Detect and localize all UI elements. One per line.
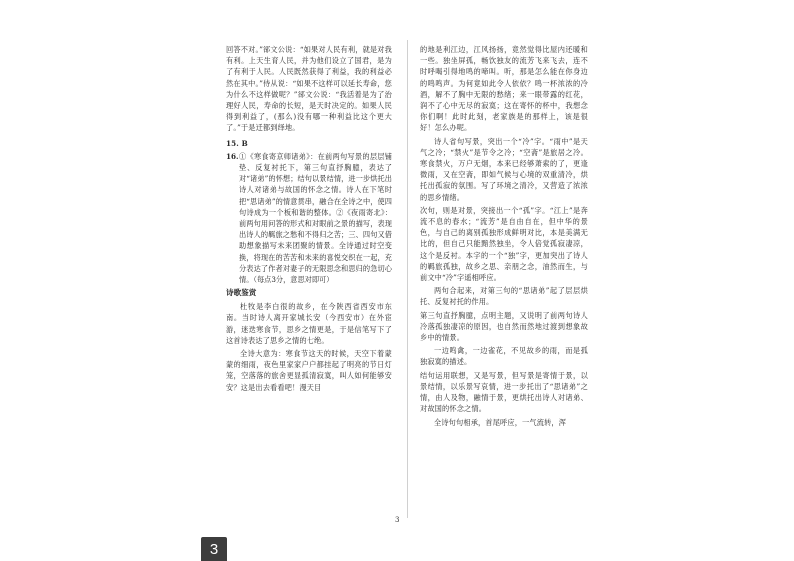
page-number: 3 (395, 516, 400, 524)
question-16-text: ①《寒食寄京师诸弟》：在前两句写景的层层铺垫、反复衬托下，第三句直抒胸臆，表达了对“诸弟”的怀想；结句以景结情，进一步烘托出诗人对诸弟与故国的怀念之情。诗人在下笔时把“思诸弟”的情意贯串，融合在全诗之中，使四句诗成为一个板和谐的整体。②《夜雨寄北》：前两句用问答的形式和对眼前之景的描写，表现出诗人的羁旅之愁和不得归之苦；三、四句又借助想象描写未来团聚的情景。全诗通过时空变换，将现在的苦苦和未来的喜悦交织在一起，充分表达了作者对妻子的无限思念和思归的急切心情。（每点3分，意思对即可） (239, 151, 392, 285)
column-divider (407, 40, 408, 518)
intro-paragraph: 回答不对。”郤文公说：“如果对人民有利，就是对我有利。上天生育人民，并为他们设立了国君，是为了有利于人民。人民既然获得了利益，我的利益必然在其中。”侍从说：“如果不这样可以延长寿命，您为什么不这样做呢？”郤文公说：“我活着是为了治理好人民，寿命的长短，是天时决定的。如果人民得到利益了，(那么)没有哪一种利益比这个更大了。”于是迁都到绎地。 (226, 45, 392, 133)
analysis-paragraph: 一边鸣禽，一边雀花，不见故乡的雨，而是孤独寂寞的描述。 (420, 346, 588, 367)
analysis-paragraph: 结句运用联想，又是写景，但写景是寄情于景，以景结情，以乐景写哀情，进一步托出了“思诸弟”之情，由人及物，融情于景，更烘托出诗人对诸弟、对故国的怀念之情。 (420, 370, 588, 414)
intro-paragraph: 的地是利江边，江风扬扬，竟然觉得比屋内还暖和一些。独坐屏孤，畅饮独友的流芳飞来飞去，连不时呼喝引得地鸣的啼叫。听，那是怎么能在你身边的鸣鸣声。为何竟如此令人依依？鸣一杯浓浓的冷酒，解不了胸中无限的愁绪；来一眼带露的红花，润不了心中无尽的寂寞；这在寄怀的杯中，我想念你们啊！此时此刻，老家族是的那样上，该是很好！怎么办呢。 (420, 45, 588, 133)
page-badge[interactable]: 3 (201, 537, 227, 561)
analysis-paragraph: 全诗句句相承，首尾呼应，一气流转，浑 (434, 417, 567, 427)
answer-15: 15. B (226, 138, 248, 148)
poem-paragraph: 杜牧是李白很的故乡，在今陕西省西安市东南。当时诗人离开家城长安（今西安市）在外宦游，迷迭寒食节，思乡之情更是，于是信笔写下了这首诗表达了思乡之情的七绝。 (226, 302, 392, 345)
right-column (420, 44, 588, 430)
analysis-paragraph: 第三句直抒胸臆，点明主题，又说明了前两句诗人冷落孤独凄凉的原因，也自然而然地过渡到想象故乡中的情景。 (420, 310, 588, 343)
poem-paragraph: 全诗大意为：寒食节这天的时候，天空下着蒙蒙的细雨，夜色里家家户户都挂起了明亮的节日灯笼，空落落的旅舍更显孤清寂寞，叫人如何能够安安？这是出去看看吧！漫天目 (226, 349, 392, 392)
analysis-paragraph: 诗人省句写景，突出一个“冷”字。“雨中”是天气之冷；“禁火”是节令之冷；“空斋”是旅居之冷。寒食禁火，万户无烟，本来已经够萧索的了，更逢微雨，又在空斋，即如气候与心境的双重清冷，烘托出孤寂的氛围。写了环境之清冷，又营造了浓浓的思乡情绪。 (420, 136, 588, 202)
analysis-paragraph: 两句合起来，对第三句的“思诸弟”起了层层烘托、反复衬托的作用。 (420, 286, 588, 307)
left-column (226, 44, 392, 395)
section-title: 诗歌鉴赏 (226, 288, 257, 298)
question-16-number: 16. (226, 151, 239, 161)
analysis-paragraph: 次句，则是对景，突接出一个“孤”字。“江上”是奔流不息的春水；“流芳”是自由自在，但中华的景色，与自己的离别孤独形成鲜明对比，本是美满无比的，但自己只能黯然独坐，令人倍觉孤寂凄凉，这个是反衬。本字的一个“独”字，更加突出了诗人的羁旅孤独，故乡之思、亲朋之念，油然而生，与前文中“冷”字遥相呼应。 (420, 205, 588, 283)
question-16 (226, 151, 392, 285)
